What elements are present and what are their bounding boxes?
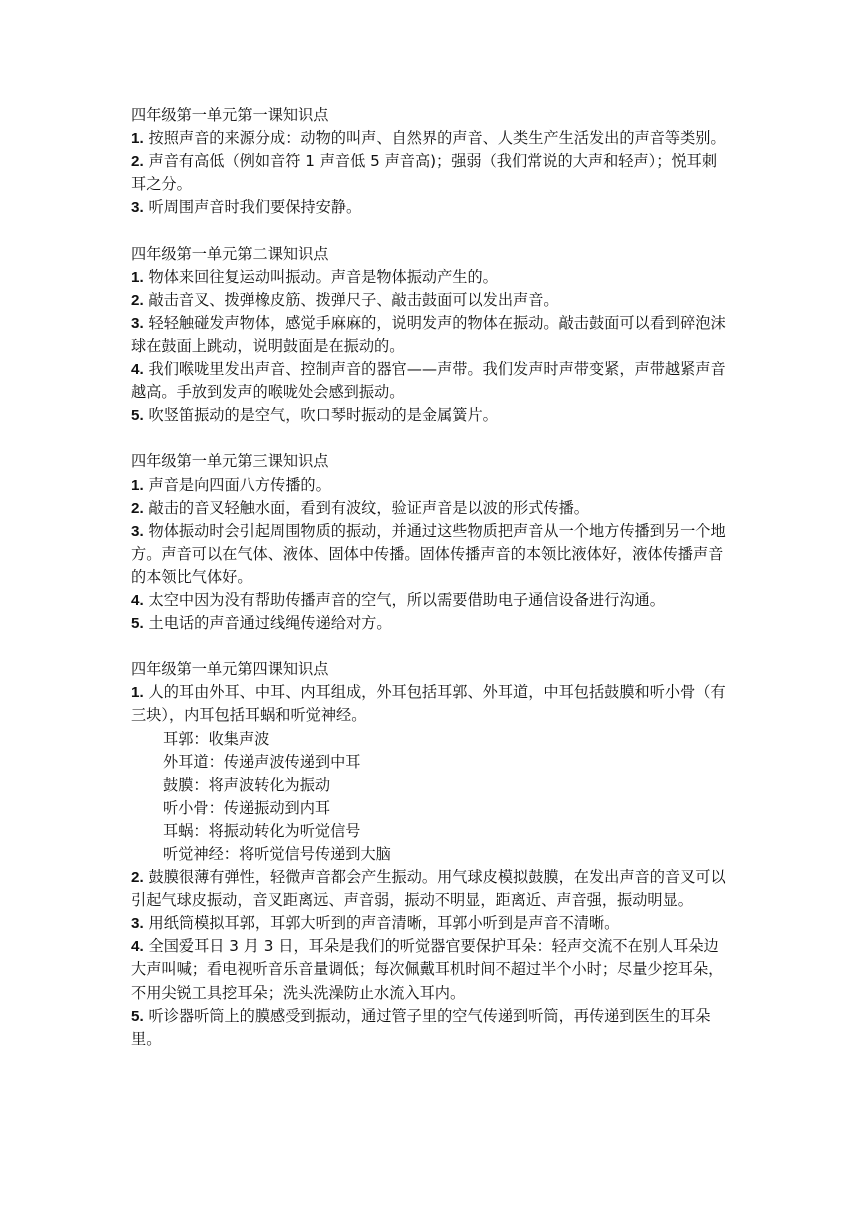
item-number: 2. (131, 291, 144, 309)
item-number: 3. (131, 915, 144, 933)
section-heading: 四年级第一单元第一课知识点 (131, 106, 329, 124)
section-heading: 四年级第一单元第二课知识点 (131, 244, 329, 263)
list-item (131, 404, 731, 427)
ear-part-line: 耳郭：收集声波 (163, 729, 270, 748)
item-text: 用纸筒模拟耳郭，耳郭大听到的声音清晰，耳郭小听到是声音不清晰。 (148, 914, 620, 933)
item-number: 5. (131, 407, 144, 425)
item-number: 4. (131, 361, 144, 379)
item-text: 物体振动时会引起周围物质的振动，并通过这些物质把声音从一个地方传播到另一个地方。声音可以在气体、液体、固体中传播。固体传播声音的本领比液体好，液体传播声音的本领比气体好。 (131, 521, 726, 586)
item-text: 轻轻触碰发声物体，感觉手麻麻的，说明发声的物体在振动。敲击鼓面可以看到碎泡沫球在鼓面上跳动，说明鼓面是在振动的。 (131, 313, 726, 355)
list-item (131, 289, 731, 312)
list-item (131, 312, 731, 358)
item-number: 5. (131, 615, 144, 633)
item-number: 4. (131, 938, 144, 956)
item-number: 2. (131, 869, 144, 887)
item-number: 3. (131, 522, 144, 540)
item-text: 听周围声音时我们要保持安静。 (148, 198, 362, 217)
list-item (131, 196, 731, 219)
lesson-2-section (131, 243, 731, 428)
item-number: 1. (131, 130, 144, 148)
item-text: 我们喉咙里发出声音、控制声音的器官——声带。我们发声时声带变紧，声带越紧声音越高。手放到发声的喉咙处会感到振动。 (131, 360, 726, 402)
item-text: 鼓膜很薄有弹性，轻微声音都会产生振动。用气球皮模拟鼓膜，在发出声音的音叉可以引起气球皮振动，音叉距离远、声音弱，振动不明显，距离近、声音强，振动明显。 (131, 868, 726, 910)
item-text: 听诊器听筒上的膜感受到振动，通过管子里的空气传递到听筒，再传递到医生的耳朵里。 (131, 1006, 711, 1048)
item-text: 敲击音叉、拨弹橡皮筋、拨弹尺子、敲击鼓面可以发出声音。 (148, 290, 559, 309)
section-heading: 四年级第一单元第三课知识点 (131, 452, 329, 471)
list-item (131, 266, 731, 289)
item-text: 声音是向四面八方传播的。 (148, 475, 331, 494)
item-number: 4. (131, 591, 144, 609)
list-item (131, 589, 731, 612)
item-text: 土电话的声音通过线绳传递给对方。 (148, 614, 392, 633)
list-item (131, 497, 731, 520)
list-item (131, 866, 731, 912)
ear-part-line: 外耳道：传递声波传递到中耳 (163, 752, 361, 771)
list-item (131, 520, 731, 589)
item-text: 物体来回往复运动叫振动。声音是物体振动产生的。 (148, 267, 498, 286)
item-number: 1. (131, 476, 144, 494)
item-text: 全国爱耳日 3 月 3 日，耳朵是我们的听觉器官要保护耳朵：轻声交流不在别人耳朵边大声叫喊；看电视听音乐音量调低；每次佩戴耳机时间不超过半个小时；尽量少挖耳朵，不用尖锐工具挖耳朵；洗头洗澡防止水流入耳内。 (131, 937, 724, 1002)
list-item (131, 127, 731, 150)
list-item (131, 612, 731, 635)
ear-part-line: 耳蜗：将振动转化为听觉信号 (163, 821, 361, 840)
section-heading: 四年级第一单元第四课知识点 (131, 660, 329, 679)
item-number: 3. (131, 199, 144, 217)
item-text: 敲击的音叉轻触水面，看到有波纹，验证声音是以波的形式传播。 (148, 498, 589, 517)
list-item (131, 474, 731, 497)
item-number: 5. (131, 1007, 144, 1025)
lesson-1-section (131, 104, 731, 219)
ear-part-line: 听觉神经：将听觉信号传递到大脑 (163, 845, 391, 863)
list-item (131, 681, 731, 727)
item-number: 3. (131, 314, 144, 332)
list-item (131, 150, 731, 196)
item-text: 人的耳由外耳、中耳、内耳组成，外耳包括耳郭、外耳道，中耳包括鼓膜和听小骨（有三块），内耳包括耳蜗和听觉神经。 (131, 683, 726, 725)
ear-part-line: 听小骨：传递振动到内耳 (163, 798, 331, 817)
lesson-4-section (131, 658, 731, 1051)
list-item (131, 1005, 731, 1051)
lesson-3-section (131, 450, 731, 635)
list-item (131, 912, 731, 935)
document-page (131, 104, 731, 1074)
list-item (131, 935, 731, 1004)
item-number: 2. (131, 499, 144, 517)
item-text: 按照声音的来源分成：动物的叫声、自然界的声音、人类生产生活发出的声音等类别。 (148, 129, 726, 148)
item-text: 吹竖笛振动的是空气，吹口琴时振动的是金属簧片。 (148, 406, 498, 425)
list-item (131, 358, 731, 404)
item-number: 2. (131, 153, 144, 171)
item-number: 1. (131, 268, 144, 286)
item-text: 太空中因为没有帮助传播声音的空气，所以需要借助电子通信设备进行沟通。 (148, 590, 665, 609)
item-number: 1. (131, 684, 144, 702)
item-text: 声音有高低（例如音符 1 声音低 5 声音高)；强弱（我们常说的大声和轻声）；悦耳刺耳之分。 (131, 152, 718, 194)
ear-part-line: 鼓膜：将声波转化为振动 (163, 775, 331, 794)
